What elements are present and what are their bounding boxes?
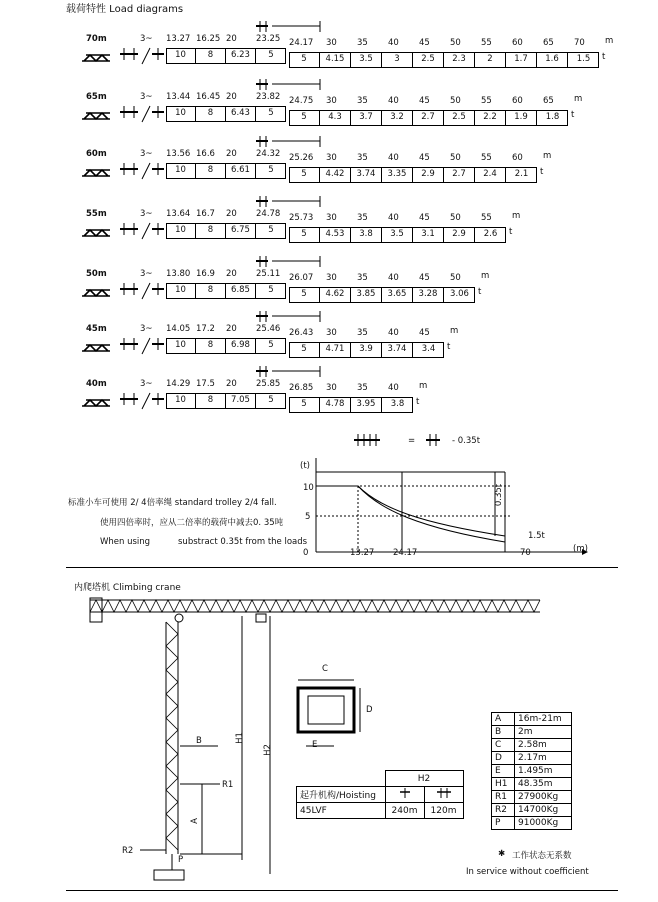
spec-key: P (492, 817, 515, 830)
near-load-cell: 8 (196, 223, 226, 238)
near-radius: 24.78 (256, 209, 281, 219)
far-load-cell: 1.7 (506, 52, 537, 67)
far-radius: 35 (357, 213, 368, 223)
unit-m: m (481, 271, 490, 281)
far-radius: 40 (388, 273, 399, 283)
label-P: P (178, 855, 184, 865)
far-radius: 35 (357, 96, 368, 106)
near-load-cell: 6.85 (226, 283, 256, 298)
fall-label: 3~ (140, 324, 153, 334)
far-load-cell: 2.7 (413, 110, 444, 125)
near-load-cell: 10 (166, 163, 196, 178)
far-radius: 40 (388, 153, 399, 163)
spec-key: D (492, 752, 515, 765)
hoist-header: H2 (385, 771, 463, 787)
spec-value: 16m-21m (515, 713, 572, 726)
curve-x-unit: (m) (573, 544, 588, 554)
far-radius: 26.43 (289, 328, 314, 338)
near-load-cell: 8 (196, 338, 226, 353)
far-load-cell: 2.2 (475, 110, 506, 125)
far-radius: 55 (481, 213, 492, 223)
far-radius: 60 (512, 96, 523, 106)
spec-value: 14700Kg (515, 804, 572, 817)
curve-xtick-70: 70 (520, 548, 531, 558)
near-radius: 20 (226, 149, 237, 159)
note-line-1: 标准小车可使用 2/ 4倍率绳 standard trolley 2/4 fall. (68, 498, 277, 508)
spec-row (492, 752, 572, 765)
spec-value: 91000Kg (515, 817, 572, 830)
jib-length: 70m (86, 34, 107, 44)
far-radius: 50 (450, 38, 461, 48)
label-H1: H1 (234, 732, 245, 744)
label-A: A (189, 818, 200, 824)
near-radius: 23.82 (256, 92, 281, 102)
far-radius: 30 (326, 383, 337, 393)
far-load-cell: 3.2 (382, 110, 413, 125)
spec-key: A (492, 713, 515, 726)
far-load-cell: 1.9 (506, 110, 537, 125)
near-load-cell: 5 (268, 50, 274, 60)
far-radius: 30 (326, 273, 337, 283)
near-radius: 14.29 (166, 379, 191, 389)
trolley-fall-icon (118, 221, 166, 241)
near-load-cell: 5 (268, 108, 274, 118)
hoist-row2-v1: 240m (385, 803, 424, 819)
far-load-cell: 3.74 (382, 342, 413, 357)
spec-key: C (492, 739, 515, 752)
far-load-cell: 4.42 (320, 167, 351, 182)
near-load-cell: 8 (196, 163, 226, 178)
jib-icon (82, 167, 112, 177)
curve-dim-label: 0.35t (494, 483, 505, 507)
unit-m: m (605, 36, 614, 46)
jib-icon (82, 342, 112, 352)
far-radius: 30 (326, 213, 337, 223)
far-load-cell: 5 (289, 287, 320, 302)
near-load-cell: 8 (196, 106, 226, 121)
near-radius: 13.56 (166, 149, 191, 159)
near-load-cell: 8 (196, 393, 226, 408)
formula-minus: - 0.35t (452, 436, 481, 446)
near-radius: 14.05 (166, 324, 191, 334)
far-load-cell: 5 (289, 52, 320, 67)
near-radius: 13.80 (166, 269, 191, 279)
spec-row (492, 791, 572, 804)
unit-m: m (450, 326, 459, 336)
far-load-cell: 3.5 (351, 52, 382, 67)
far-load-cell: 2.1 (514, 169, 529, 179)
jib-length: 45m (86, 324, 107, 334)
near-load-cell: 10 (166, 48, 196, 63)
far-load-cell: 2.9 (444, 227, 475, 242)
spec-row (492, 778, 572, 791)
hoist-row2-v2: 120m (424, 803, 463, 819)
far-radius: 55 (481, 153, 492, 163)
far-load-cell: 3.85 (351, 287, 382, 302)
far-radius: 50 (450, 153, 461, 163)
near-radius: 13.64 (166, 209, 191, 219)
far-radius: 25.26 (289, 153, 314, 163)
near-load-cell: 6.43 (226, 106, 256, 121)
far-load-cell: 4.3 (320, 110, 351, 125)
far-load-cell: 3.9 (351, 342, 382, 357)
near-radius: 24.32 (256, 149, 281, 159)
jib-length: 55m (86, 209, 107, 219)
trolley-fall-icon (118, 391, 166, 411)
hook-icons (254, 255, 334, 269)
jib-length: 65m (86, 92, 107, 102)
far-radius: 30 (326, 38, 337, 48)
fall-label: 3~ (140, 269, 153, 279)
near-radius: 17.2 (196, 324, 215, 334)
near-load-cell: 10 (166, 106, 196, 121)
far-radius: 45 (419, 38, 430, 48)
near-load-cell: 6.23 (226, 48, 256, 63)
far-load-cell: 1.6 (537, 52, 568, 67)
two-fall-hook-icon (424, 432, 444, 448)
spec-value: 2m (515, 726, 572, 739)
near-radius: 16.6 (196, 149, 215, 159)
far-load-cell: 3.7 (351, 110, 382, 125)
far-radius: 55 (481, 96, 492, 106)
label-E: E (312, 740, 318, 750)
spec-row (492, 713, 572, 726)
unit-m: m (574, 94, 583, 104)
far-load-cell: 4.78 (320, 397, 351, 412)
legend-note-en: In service without coefficient (466, 867, 589, 877)
far-load-cell: 4.62 (320, 287, 351, 302)
far-load-cell: 2 (475, 52, 506, 67)
four-fall-hook-icon (352, 432, 392, 448)
divider-bottom (66, 890, 618, 891)
curve-end-label: 1.5t (528, 531, 545, 541)
spec-table (491, 712, 572, 830)
far-radius: 55 (481, 38, 492, 48)
spec-value: 2.17m (515, 752, 572, 765)
note-line-3a: When using (100, 537, 151, 547)
far-load-cell: 3.74 (351, 167, 382, 182)
hook-icons (254, 78, 334, 92)
near-radius: 16.25 (196, 34, 221, 44)
trolley-fall-icon (118, 281, 166, 301)
curve-xtick-13: 13.27 (350, 548, 375, 558)
unit-t: t (416, 397, 420, 407)
near-radius: 20 (226, 324, 237, 334)
far-radius: 45 (419, 213, 430, 223)
hook-icons (254, 135, 334, 149)
spec-value: 1.495m (515, 765, 572, 778)
near-radius: 13.27 (166, 34, 191, 44)
near-radius: 20 (226, 269, 237, 279)
label-B: B (196, 736, 202, 746)
trolley-fall-icon (118, 336, 166, 356)
jib-icon (82, 397, 112, 407)
spec-key: R1 (492, 791, 515, 804)
near-load-cell: 8 (196, 48, 226, 63)
far-radius: 40 (388, 328, 399, 338)
divider-top (66, 567, 618, 568)
unit-m: m (419, 381, 428, 391)
label-R2: R2 (122, 846, 134, 856)
label-D: D (366, 705, 373, 715)
far-load-cell: 2.4 (475, 167, 506, 182)
far-radius: 60 (512, 38, 523, 48)
far-load-cell: 3.06 (450, 289, 469, 299)
far-load-cell: 3.8 (390, 399, 405, 409)
fall-label: 3~ (140, 379, 153, 389)
near-radius: 20 (226, 92, 237, 102)
jib-length: 40m (86, 379, 107, 389)
near-load-cell: 10 (166, 223, 196, 238)
curve-ytick-10: 10 (303, 483, 314, 493)
fall-label: 3~ (140, 92, 153, 102)
hoist-table (296, 770, 464, 819)
near-load-cell: 10 (166, 338, 196, 353)
near-radius: 20 (226, 34, 237, 44)
near-load-cell: 10 (166, 283, 196, 298)
far-radius: 26.07 (289, 273, 314, 283)
jib-icon (82, 287, 112, 297)
far-radius: 30 (326, 96, 337, 106)
near-load-cell: 10 (166, 393, 196, 408)
near-radius: 25.11 (256, 269, 281, 279)
far-radius: 50 (450, 273, 461, 283)
far-load-cell: 1.5 (576, 54, 591, 64)
near-load-cell: 6.98 (226, 338, 256, 353)
far-load-cell: 3.28 (413, 287, 444, 302)
unit-t: t (571, 110, 575, 120)
hook-icons (254, 195, 334, 209)
far-radius: 24.75 (289, 96, 314, 106)
hook-icons (254, 20, 334, 34)
far-radius: 40 (388, 383, 399, 393)
near-radius: 25.46 (256, 324, 281, 334)
near-radius: 16.7 (196, 209, 215, 219)
label-C: C (322, 664, 328, 674)
far-radius: 65 (543, 96, 554, 106)
near-load-cell: 5 (268, 340, 274, 350)
unit-m: m (543, 151, 552, 161)
near-radius: 13.44 (166, 92, 191, 102)
near-load-cell: 7.05 (226, 393, 256, 408)
spec-value: 48.35m (515, 778, 572, 791)
far-radius: 45 (419, 273, 430, 283)
far-radius: 35 (357, 328, 368, 338)
trolley-fall-icon (118, 46, 166, 66)
far-load-cell: 3.4 (421, 344, 436, 354)
far-radius: 30 (326, 328, 337, 338)
far-load-cell: 2.5 (444, 110, 475, 125)
near-radius: 20 (226, 379, 237, 389)
far-radius: 35 (357, 273, 368, 283)
near-radius: 17.5 (196, 379, 215, 389)
far-load-cell: 4.15 (320, 52, 351, 67)
label-H2: H2 (262, 744, 273, 756)
far-load-cell: 3.1 (413, 227, 444, 242)
far-load-cell: 3.95 (351, 397, 382, 412)
far-radius: 45 (419, 96, 430, 106)
jib-icon (82, 110, 112, 120)
far-radius: 40 (388, 96, 399, 106)
hoist-four-fall-icon (424, 787, 463, 803)
legend-note-cn: 工作状态无系数 (512, 851, 572, 861)
far-load-cell: 5 (289, 110, 320, 125)
spec-row (492, 817, 572, 830)
page-title: 载荷特性 Load diagrams (66, 4, 184, 15)
trolley-fall-icon (118, 104, 166, 124)
curve-y-unit: (t) (300, 461, 310, 471)
fall-label: 3~ (140, 34, 153, 44)
curve-xtick-24: 24.17 (393, 548, 418, 558)
spec-value: 27900Kg (515, 791, 572, 804)
label-R1: R1 (222, 780, 234, 790)
climbing-title: 内爬塔机 Climbing crane (74, 583, 181, 593)
far-load-cell: 2.5 (413, 52, 444, 67)
hook-icons (254, 365, 334, 379)
spec-row (492, 804, 572, 817)
far-load-cell: 3.65 (382, 287, 413, 302)
spec-row (492, 739, 572, 752)
far-load-cell: 5 (289, 397, 320, 412)
jib-icon (82, 227, 112, 237)
unit-t: t (540, 167, 544, 177)
near-load-cell: 6.61 (226, 163, 256, 178)
hoist-two-fall-icon (385, 787, 424, 803)
unit-t: t (602, 52, 606, 62)
far-radius: 45 (419, 328, 430, 338)
curve-ytick-5: 5 (305, 512, 311, 522)
far-load-cell: 1.8 (545, 112, 560, 122)
near-load-cell: 8 (196, 283, 226, 298)
curve-ytick-0: 0 (303, 548, 309, 558)
near-load-cell: 5 (268, 285, 274, 295)
far-load-cell: 2.9 (413, 167, 444, 182)
near-radius: 25.85 (256, 379, 281, 389)
spec-key: R2 (492, 804, 515, 817)
fall-label: 3~ (140, 149, 153, 159)
unit-t: t (447, 342, 451, 352)
far-load-cell: 2.6 (483, 229, 498, 239)
far-radius: 35 (357, 383, 368, 393)
far-load-cell: 3.35 (382, 167, 413, 182)
far-radius: 50 (450, 96, 461, 106)
near-radius: 23.25 (256, 34, 281, 44)
fall-label: 3~ (140, 209, 153, 219)
spec-key: B (492, 726, 515, 739)
far-load-cell: 4.71 (320, 342, 351, 357)
near-radius: 16.45 (196, 92, 221, 102)
near-load-cell: 6.75 (226, 223, 256, 238)
hook-icons (254, 310, 334, 324)
far-radius: 24.17 (289, 38, 314, 48)
far-load-cell: 2.3 (444, 52, 475, 67)
near-load-cell: 5 (268, 165, 274, 175)
far-load-cell: 5 (289, 342, 320, 357)
note-line-2: 使用四倍率时，应从二倍率的载荷中减去0. 35吨 (100, 518, 284, 528)
jib-icon (82, 52, 112, 62)
far-load-cell: 2.7 (444, 167, 475, 182)
far-load-cell: 3 (382, 52, 413, 67)
spec-row (492, 765, 572, 778)
far-radius: 60 (512, 153, 523, 163)
spec-key: E (492, 765, 515, 778)
near-load-cell: 5 (268, 395, 274, 405)
far-radius: 25.73 (289, 213, 314, 223)
jib-length: 50m (86, 269, 107, 279)
trolley-fall-icon (118, 161, 166, 181)
far-radius: 26.85 (289, 383, 314, 393)
far-radius: 40 (388, 38, 399, 48)
far-radius: 65 (543, 38, 554, 48)
far-load-cell: 4.53 (320, 227, 351, 242)
load-curve (290, 448, 600, 568)
far-load-cell: 3.8 (351, 227, 382, 242)
unit-m: m (512, 211, 521, 221)
formula-equals: = (408, 436, 416, 446)
near-load-cell: 5 (268, 225, 274, 235)
unit-t: t (509, 227, 513, 237)
near-radius: 20 (226, 209, 237, 219)
spec-key: H1 (492, 778, 515, 791)
jib-length: 60m (86, 149, 107, 159)
note-line-3b: substract 0.35t from the loads (178, 537, 308, 547)
far-radius: 35 (357, 153, 368, 163)
far-radius: 70 (574, 38, 585, 48)
unit-t: t (478, 287, 482, 297)
far-radius: 30 (326, 153, 337, 163)
far-load-cell: 5 (289, 167, 320, 182)
spec-value: 2.58m (515, 739, 572, 752)
hoist-row2-label: 45LVF (297, 803, 386, 819)
far-radius: 50 (450, 213, 461, 223)
spec-row (492, 726, 572, 739)
far-load-cell: 3.5 (382, 227, 413, 242)
far-radius: 35 (357, 38, 368, 48)
far-radius: 40 (388, 213, 399, 223)
hoist-row1-label: 起升机构/Hoisting (297, 787, 386, 803)
near-radius: 16.9 (196, 269, 215, 279)
far-radius: 45 (419, 153, 430, 163)
legend-mark-icon: ✱ (498, 849, 506, 859)
far-load-cell: 5 (289, 227, 320, 242)
